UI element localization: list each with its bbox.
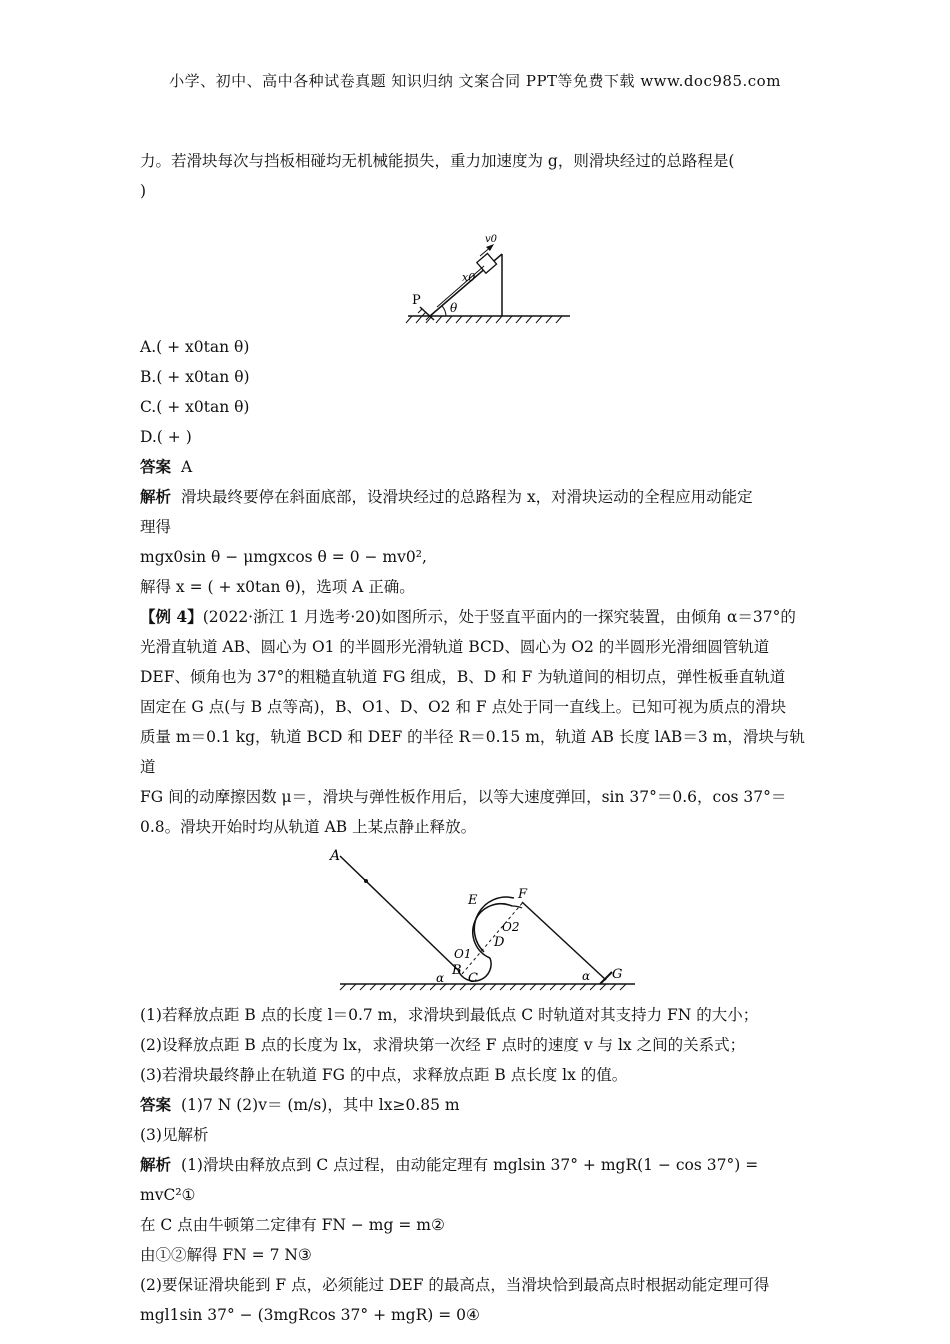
answer-2	[140, 1090, 812, 1120]
question-3: (3)若滑块最终静止在轨道 FG 的中点，求释放点距 B 点长度 lx 的值。	[140, 1066, 628, 1084]
analysis-2-text-0: (1)滑块由释放点到 C 点过程，由动能定理有 mglsin 37° + mgR(1 − cos 37°) = mvC²①	[140, 1156, 759, 1204]
example-4-text-3: 固定在 G 点(与 B 点等高)，B、O1、D、O2 和 F 点处于同一直线上。已知可视为质点的滑块	[140, 698, 787, 716]
label-E: E	[468, 893, 478, 908]
example-4-text-1: 光滑直轨道 AB、圆心为 O1 的半圆形光滑轨道 BCD、圆心为 O2 的半圆形光滑细圆管轨道	[140, 638, 770, 656]
option-b: B.( + x0tan θ)	[140, 368, 250, 386]
answer-2-line2: (3)见解析	[140, 1126, 209, 1144]
elastic-plate	[600, 972, 612, 984]
question-tail-line2: )	[140, 182, 147, 200]
question-tail-line1: 力。若滑块每次与挡板相碰均无机械能损失，重力加速度为 g，则滑块经过的总路程是(	[140, 152, 735, 170]
analysis-1-text: 滑块最终要停在斜面底部，设滑块经过的总路程为 x，对滑块运动的全程应用动能定	[181, 488, 753, 506]
center-line	[462, 901, 524, 974]
question-2: (2)设释放点距 B 点的长度为 lx，求滑块第一次经 F 点时的速度 v 与 lx 之间的关系式；	[140, 1036, 746, 1054]
example-4-text-6: 0.8。滑块开始时均从轨道 AB 上某点静止释放。	[140, 818, 477, 836]
ground-hatch-2	[340, 984, 626, 990]
analysis-2-text-4: mgl1sin 37° − (3mgRcos 37° + mgR) = 0④	[140, 1306, 480, 1324]
answer-1-label: 答案	[140, 457, 172, 476]
example-4-text-0: (2022·浙江 1 月选考·20)如图所示，处于竖直平面内的一探究装置，由倾角 α＝37°的	[202, 608, 796, 626]
analysis-2-line1	[140, 1150, 812, 1210]
option-c: C.( + x0tan θ)	[140, 398, 250, 416]
analysis-2-text-3: (2)要保证滑块能到 F 点，必须能过 DEF 的最高点，当滑块恰到最高点时根据动能定理可得	[140, 1276, 770, 1294]
analysis-1-result: 解得 x = ( + x0tan θ)，选项 A 正确。	[140, 578, 415, 596]
analysis-1-line2: 理得	[140, 518, 172, 536]
question-1: (1)若释放点距 B 点的长度 l＝0.7 m，求滑块到最低点 C 时轨道对其支持力 FN 的大小；	[140, 1006, 759, 1024]
example-4-text-5: FG 间的动摩擦因数 μ＝，滑块与弹性板作用后，以等大速度弹回，sin 37°＝0.6，cos 37°＝	[140, 788, 787, 806]
label-F: F	[518, 887, 528, 902]
analysis-1-line1	[140, 482, 812, 512]
label-C: C	[468, 971, 478, 986]
label-G: G	[612, 967, 623, 982]
label-alpha-2: α	[582, 969, 591, 983]
label-theta: θ	[450, 301, 458, 315]
option-d: D.( + )	[140, 428, 192, 446]
analysis-2-text-2: 由①②解得 FN = 7 N③	[140, 1246, 312, 1264]
label-alpha-1: α	[436, 971, 445, 985]
label-x0: x0	[462, 271, 476, 284]
answer-1	[140, 452, 812, 482]
content-body	[140, 146, 812, 1330]
label-O1: O1	[454, 947, 472, 961]
label-D: D	[494, 935, 505, 950]
analysis-1-label: 解析	[140, 487, 172, 506]
track-figure	[140, 846, 812, 996]
label-B: B	[452, 963, 462, 978]
label-A: A	[330, 848, 341, 864]
track-AB	[340, 856, 458, 970]
analysis-2-label: 解析	[140, 1155, 172, 1174]
analysis-2-text-1: 在 C 点由牛顿第二定律有 FN − mg = m②	[140, 1216, 445, 1234]
answer-2-label: 答案	[140, 1095, 172, 1114]
label-O2: O2	[502, 920, 520, 934]
example-4-text-4: 质量 m＝0.1 kg，轨道 BCD 和 DEF 的半径 R＝0.15 m，轨道 AB 长度 lAB＝3 m，滑块与轨道	[140, 728, 805, 776]
incline-figure	[140, 210, 812, 330]
analysis-1-eq: mgx0sin θ − μmgxcos θ = 0 − mv0²,	[140, 548, 427, 566]
label-v0: v0	[485, 234, 498, 245]
answer-1-value: A	[181, 458, 193, 476]
example-4-text-2: DEF、倾角也为 37°的粗糙直轨道 FG 组成，B、D 和 F 为轨道间的相切点，弹性板垂直轨道	[140, 668, 786, 686]
answer-2-value: (1)7 N (2)v＝ (m/s)，其中 lx≥0.85 m	[181, 1096, 460, 1114]
x0-line	[437, 266, 484, 307]
release-point-dot	[364, 879, 368, 883]
label-P: P	[412, 293, 421, 308]
example-4-line1	[140, 602, 812, 632]
track-FG	[522, 902, 606, 980]
page-header: 小学、初中、高中各种试卷真题 知识归纳 文案合同 PPT等免费下载 www.doc985.com	[169, 72, 781, 90]
option-a: A.( + x0tan θ)	[140, 338, 250, 356]
example-4-tag: 【例 4】	[140, 607, 203, 626]
